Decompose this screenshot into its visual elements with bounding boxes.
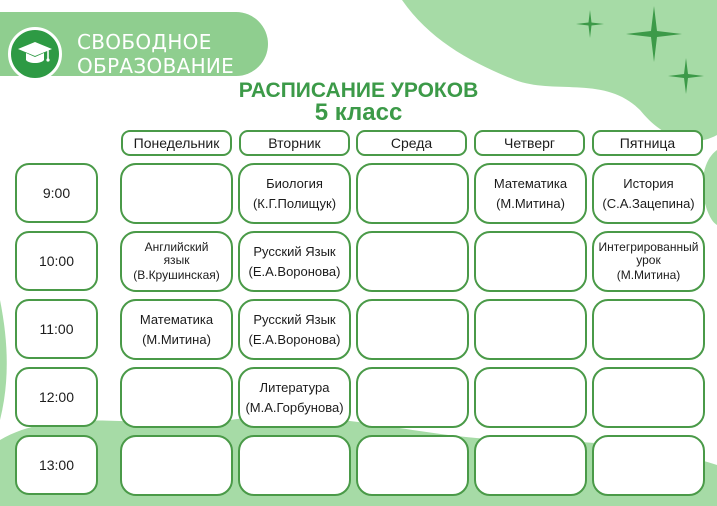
brand-logo [8, 27, 62, 81]
time-slot: 12:00 [15, 367, 98, 427]
day-header-monday: Понедельник [121, 130, 232, 156]
schedule-cell [356, 163, 469, 224]
left-edge-blob [0, 300, 7, 420]
schedule-cell [592, 299, 705, 360]
teacher-name: (Е.А.Воронова) [248, 331, 341, 347]
subject-name: Русский Язык [253, 243, 336, 259]
subject-name: Математика [493, 175, 568, 191]
schedule-cell [592, 231, 705, 292]
teacher-name: (М.Митина) [496, 195, 565, 211]
teacher-name: (М.Митина) [142, 331, 211, 347]
brand-banner [0, 12, 268, 76]
day-header-friday: Пятница [592, 130, 703, 156]
schedule-cell [120, 299, 233, 360]
page-title: РАСПИСАНИЕ УРОКОВ [238, 79, 479, 102]
schedule-cell [356, 299, 469, 360]
schedule-cell [120, 163, 233, 224]
time-slot: 11:00 [15, 299, 98, 359]
subject-name: Интегрированный урок [598, 240, 699, 267]
schedule-cell [238, 435, 351, 496]
brand-name [77, 30, 234, 78]
schedule-cell [592, 435, 705, 496]
page-subtitle: 5 класс [314, 99, 403, 126]
subject-name: Литература [259, 379, 330, 395]
time-slot: 13:00 [15, 435, 98, 495]
subject-name: Математика [139, 311, 214, 327]
day-header-thursday: Четверг [474, 130, 585, 156]
teacher-name: (С.А.Зацепина) [602, 195, 695, 211]
time-slot: 10:00 [15, 231, 98, 291]
schedule-cell [238, 231, 351, 292]
brand-name-line2: ОБРАЗОВАНИЕ [77, 54, 235, 78]
time-slot: 9:00 [15, 163, 98, 223]
schedule-cell [474, 435, 587, 496]
schedule-cell [474, 299, 587, 360]
sparkle-small-icon [576, 10, 604, 38]
graduation-cap-icon [17, 41, 53, 67]
schedule-cell [238, 367, 351, 428]
subject-name: История [623, 175, 674, 191]
teacher-name: (К.Г.Полищук) [252, 195, 337, 211]
schedule-cell [238, 299, 351, 360]
brand-name-line1: СВОБОДНОЕ [77, 30, 212, 54]
teacher-name: (М.А.Горбунова) [245, 399, 344, 415]
schedule-cell [120, 435, 233, 496]
schedule-cell [120, 231, 233, 292]
teacher-name: (Е.А.Воронова) [248, 263, 341, 279]
day-header-tuesday: Вторник [239, 130, 350, 156]
subject-name: Русский Язык [253, 311, 336, 327]
schedule-cell [592, 367, 705, 428]
schedule-cell [474, 367, 587, 428]
subject-name: Биология [266, 175, 323, 191]
schedule-cell [474, 163, 587, 224]
schedule-cell [592, 163, 705, 224]
schedule-cell [356, 367, 469, 428]
day-header-wednesday: Среда [356, 130, 467, 156]
schedule-cell [238, 163, 351, 224]
teacher-name: (В.Крушинская) [133, 268, 220, 282]
schedule-cell [356, 231, 469, 292]
schedule-cell [474, 231, 587, 292]
schedule-cell [120, 367, 233, 428]
subject-name: Английский язык [144, 240, 209, 267]
sparkle-large-icon [626, 6, 682, 62]
schedule-cell [356, 435, 469, 496]
teacher-name: (М.Митина) [616, 268, 681, 282]
